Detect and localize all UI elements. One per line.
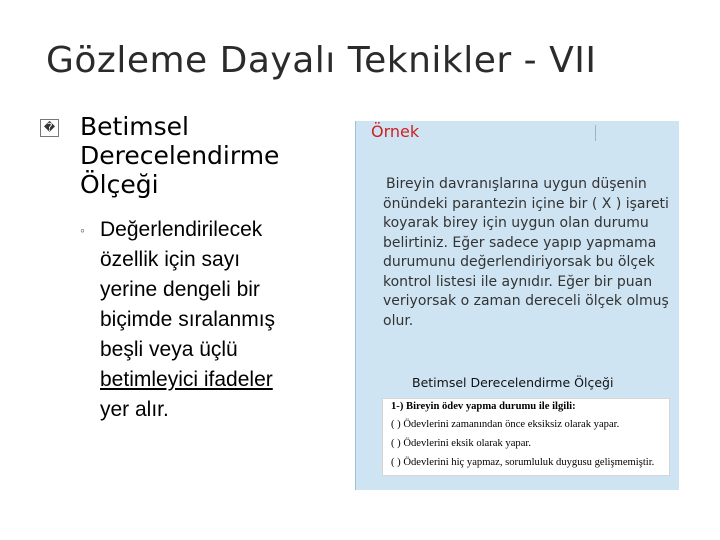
scale-caption: Betimsel Derecelendirme Ölçeği: [412, 375, 614, 390]
box-bullet-icon: �: [40, 119, 59, 137]
left-content: [40, 112, 340, 425]
sub-line-2: özellik için sayı: [100, 248, 241, 271]
sub-line-5: beşli veya üçlü: [100, 338, 238, 361]
sub-line-4: biçimde sıralanmış: [100, 308, 276, 331]
heading-line-2: Derecelendirme: [80, 141, 280, 170]
table-row: ( ) Ödevlerini zamanından önce eksiksiz olarak yapar.: [391, 419, 620, 430]
ring-bullet-icon: ◦: [80, 222, 85, 238]
table-row: ( ) Ödevlerini eksik olarak yapar.: [391, 438, 532, 449]
sub-bullet-list: [40, 215, 340, 425]
sub-line-3: yerine dengeli bir: [100, 278, 260, 301]
main-bullet: [40, 112, 340, 199]
slide-title: Gözleme Dayalı Teknikler - VII: [46, 40, 597, 81]
heading-line-1: Betimsel: [80, 112, 189, 141]
sub-line-6: betimleyici ifadeler: [100, 368, 273, 391]
table-row: ( ) Ödevlerini hiç yapmaz, sorumluluk duygusu gelişmemiştir.: [391, 457, 655, 468]
sub-bullet: [80, 215, 340, 425]
example-description: Bireyin davranışlarına uygun düşenin önündeki parantezin içine bir ( X ) işareti koyarak birey için uygun olan durumu belirtiniz. Eğer sadece yapıp yapmama durumunu değerlendiriyorsak bu ölçek kontrol listesi ile aynıdır. Eğer bir puan veriyorsak o zaman dereceli ölçek olmuş olur.: [383, 176, 669, 329]
sub-line-7: yer alır.: [100, 398, 169, 421]
sub-line-1: Değerlendirilecek: [100, 218, 263, 241]
scale-example-table: [382, 398, 670, 476]
text-cursor-divider: [595, 125, 596, 141]
table-heading: 1-) Bireyin ödev yapma durumu ile ilgili:: [391, 401, 576, 412]
example-label: Örnek: [371, 122, 420, 141]
heading-line-3: Ölçeği: [80, 170, 159, 199]
